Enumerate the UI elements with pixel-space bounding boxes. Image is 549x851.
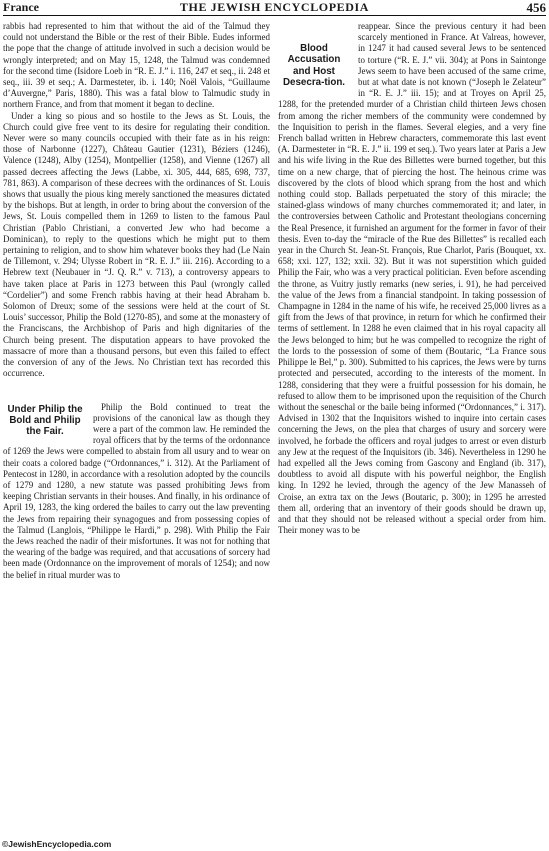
paragraph-talmud-condemnation: rabbis had represented to him that without the aid of the Talmud they could not understand the Bible or the rest of their Bible. Eudes informed the pope that the change of attitude involved in such a decision would be wrongly interpreted; and on May 15, 1248, the Talmud was condemned for the second time (Isidore Loeb in “R. E. J.” i. 116, 247 et seq., ii. 248 et seq., iii. 39 et seq.; A. Darmesteter, ib. i. 140; Noël Valois, “Guillaume d’Auvergne,” Paris, 1880). This was a fatal blow to Talmudic study in northern France, and from that moment it began to decline.: [3, 21, 270, 110]
paragraph-ritual-murder: reappear. Since the previous century it had been scarcely mentioned in France. At Valreas, however, in 1247 it had caused several Jews to be sentenced to torture (“R. E. J.” vii. 304); at Pons in Saintonge Jews seem to have been accused of the same crime, but at what date is not known (“Joseph le Zelateur” in “R. E. J.” iii. 15); and at Troyes on April 25, 1288, for the pretended murder of a Christian child thirteen Jews chosen from among the richer members of the community were condemned by the Inquisition to perish in the flames. Several elegies, and a very fine French ballad written in Hebrew characters, commemorate this last event (A. Darmesteter in “R. E. J.” ii. 199 et seq.). Two years later at Paris a Jew and his wife living in the Rue des Billettes were burned together, but this time on a new charge, that of piercing the host. The heinous crime was discovered by the clots of blood which sprang from the host and which nothing could stop. Ballads perpetuated the story of this miracle; the stained-glass windows of many churches commemorated it; and later, in the controversies between Catholic and Protestant theologians concerning the Real Presence, it furnished an argument for the former in favor of their thesis. Even to-day the “miracle of the Rue des Billettes” is recalled each year in the Church St. Jean-St. François, Rue Charlot, Paris (Bouquet, xx. 658; xxi. 127, 132; xxii. 32). But it was not superstition which guided Philip the Fair, who was a very practical politician. Even before ascending the throne, as Vuitry justly remarks (new series, i. 91), he had perceived the value of the Jews from a financial standpoint. In taking possession of Champagne in 1284 in the name of his wife, he received 25,000 livres as a gift from the Jews of that province, in return for which he confirmed their terms of settlement. In 1288 he even claimed that in his royal capacity all the Jews belonged to him; but he was compelled to recognize the right of the lords to the possession of some of them (Boutaric, “La France sous Philippe le Bel,” p. 300). Submitted to his caprices, the Jews were by turns protected and persecuted, according to the interests of the moment. In 1288, considering that they were a fruitful possession for his domain, he refused to allow them to be imprisoned upon the requisition of the Church without the seneschal or the baile being informed (“Ordonnances,” i. 317). Advised in 1302 that the Inquisitors wished to inquire into certain cases concerning the Jews, on the plea that charges of usury and sorcery were involved, he forbade the officers and royal judges to arrest or even disturb any Jew at the request of the Inquisitors (ib. 346). Nevertheless in 1290 he had expelled all the Jews coming from Gascony and England (ib. 317), doubtless to avoid all dispute with his powerful neighbor, the English king. In 1292 he levied, through the agency of the Jew Manasseh of Croise, an extra tax on the Jews (Boutaric, p. 300); in 1295 he arrested them all, ordering that an inventory of their goods should be drawn up, and that they should not be released without a special order from him. Their money was to be: [278, 21, 546, 536]
left-text-column: [3, 21, 270, 833]
sidenote-blood-accusation: Blood Accusation and Host Desecra-tion.: [282, 43, 346, 89]
publication-title: THE JEWISH ENCYCLOPEDIA: [179, 0, 370, 14]
page-header: [3, 0, 546, 16]
section-heading: France: [3, 0, 39, 14]
page-footer: [2, 839, 111, 849]
sidenote-philip: Under Philip the Bold and Philip the Fair.: [7, 403, 83, 438]
paragraph-st-louis: Under a king so pious and so hostile to the Jews as St. Louis, the Church could give free vent to its desire for regulating their condition. Never were so many councils occupied with their fate as in his reign: those of Narbonne (1227), Château Gautier (1231), Béziers (1246), Valence (1248), Alby (1254), Montpellier (1258), and Vienne (1267) all passed decrees affecting the Jews (Labbe, xi. 305, 444, 685, 698, 737, 781, 863). A comparison of these decrees with the ordinances of St. Louis shows that usually the pious king merely sanctioned the measures dictated by the bishops. But at length, in order to bring about the conversion of the Jews, St. Louis compelled them in 1269 to listen to the famous Paul Christian (Pablo Christiani, a converted Jew who had become a Dominican), to reply to the questions which he might put to them pertaining to religion, and to show him whatever books they had (Le Nain de Tillemont, v. 294; Ulysse Robert in “R. E. J.” iii. 216). According to a Hebrew text (Neubauer in “J. Q. R.” v. 713), a controversy appears to have taken place at Paris in 1273 between this Paul (wrongly called “Cordelier”) and some French rabbis having at their head Abraham b. Solomon of Dreux; some of the sessions were held at the court of St. Louis’ successor, Philip the Bold (1270-85), and some at the monastery of the Franciscans, the Archbishop of Paris and high dignitaries of the Church being present. The disputation appears to have provoked the massacre of more than a thousand persons, but even this failed to effect the conversion of any of the Jews. No Christian text has recorded this occurrence.: [3, 110, 270, 379]
right-text-column: [278, 21, 546, 833]
page-number: 456: [526, 0, 546, 15]
paragraph-philip-the-bold: Philip the Bold continued to treat the provisions of the canonical law as though they were a part of the common law. He reminded the royal officers that by the terms of the ordonnance of 1269 the Jews were compelled to abstain from all usury and to wear on their coats a colored badge (“Ordonnances,” i. 312). At the Parliament of Pentecost in 1280, in accordance with a resolution adopted by the councils of 1279 and 1280, a new statute was passed prohibiting Jews from keeping Christian servants in their houses. And finally, in his ordinance of April 19, 1283, the king ordered the bailes to carry out the law preventing the Jews from repairing their synagogues and from possessing copies of the Talmud (Langlois, “Philippe le Hardi,” p. 298). With Philip the Fair the Jews reached the nadir of their misfortunes. It was not for nothing that the wearing of the badge was required, and that accusations of sorcery had been made (Ordonnance on the improvement of morals of 1254); and now the belief in ritual murder was to: [3, 401, 270, 580]
copyright-notice: ©JewishEncyclopedia.com: [2, 839, 112, 849]
